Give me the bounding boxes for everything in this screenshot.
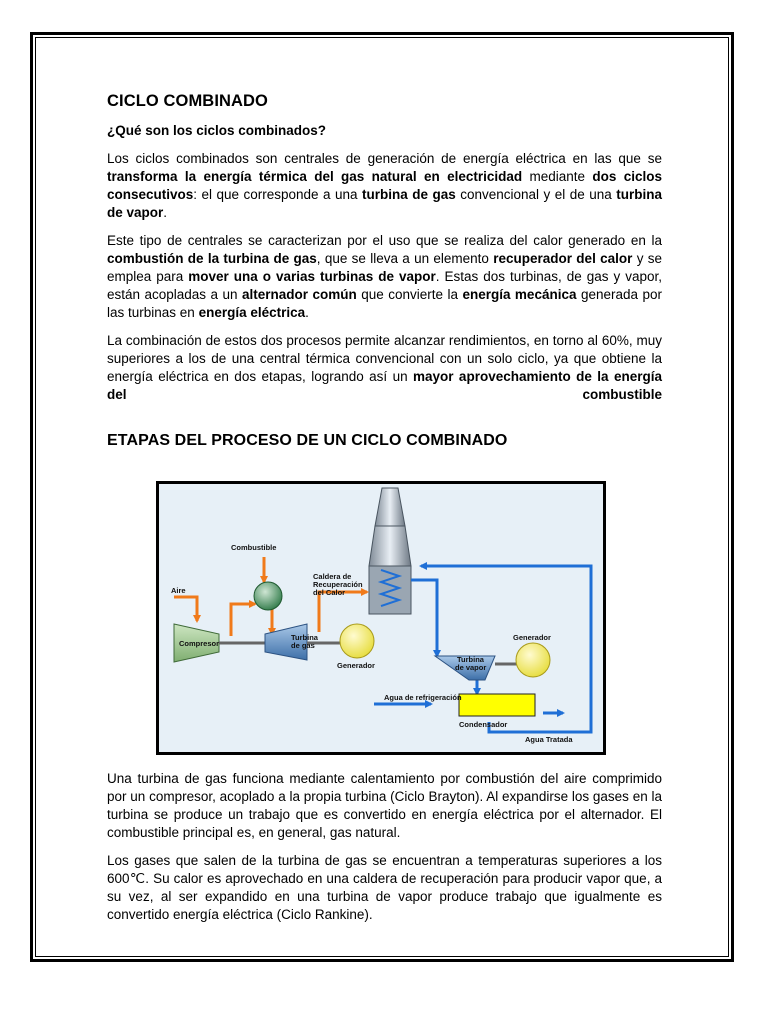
combustion-chamber [254, 582, 282, 610]
label-agua-refrigeracion: Agua de refrigeración [384, 693, 462, 702]
bold-text: recuperador del calor [493, 251, 633, 266]
steam-generator [516, 643, 550, 677]
bold-text: mayor aprovechamiento de la energía del combustible [107, 369, 662, 402]
gas-generator [340, 624, 374, 658]
bold-text: mover una o varias turbinas de vapor [188, 269, 436, 284]
bold-text: turbina de vapor [107, 187, 663, 220]
label-agua-tratada: Agua Tratada [525, 735, 573, 744]
text: generada por las turbinas en [107, 287, 662, 320]
label-caldera-1: Caldera de [313, 572, 352, 581]
paragraph-3 [107, 332, 662, 404]
label-turbina-vapor-2: de vapor [455, 663, 487, 672]
bold-text: transforma la energía térmica del gas natural en electricidad [107, 169, 523, 184]
label-compresor: Compresor [179, 639, 220, 648]
text: . [163, 205, 168, 220]
text: Los ciclos combinados son centrales de generación de energía eléctrica en las que se [107, 151, 662, 166]
bold-text: turbina de gas [362, 187, 456, 202]
paragraph-1 [107, 150, 662, 222]
text: . Estas dos turbinas, de gas y vapor, están acopladas a un [107, 269, 662, 302]
label-caldera-2: Recuperación [313, 580, 363, 589]
text: convencional y el de una [455, 187, 617, 202]
text: La combinación de estos dos procesos permite alcanzar rendimientos, en torno al 60%, muy superiores a los de una central térmica convencional con un solo ciclo, ya que obtiene la energía eléctrica en dos etapas, logrando así un [107, 333, 662, 384]
text: , que se lleva a un elemento [316, 251, 494, 266]
paragraph-2 [107, 232, 662, 322]
document-body-bottom [107, 770, 662, 934]
label-condensador: Condensador [459, 720, 508, 729]
label-combustible: Combustible [231, 543, 277, 552]
label-aire: Aire [171, 586, 186, 595]
paragraph-5: Los gases que salen de la turbina de gas se encuentran a temperaturas superiores a los 600℃. Su calor es aprovechado en una caldera de recuperación para producir vapor que, a su vez, al ser expandido en una turbina de vapor produce trabajo que igualmente es convertido energía eléctrica (Ciclo Rankine). [107, 853, 662, 922]
label-turbina-gas-2: de gas [291, 641, 315, 650]
paragraph-4: Una turbina de gas funciona mediante calentamiento por combustión del aire comprimido por un compresor, acoplado a la propia turbina (Ciclo Brayton). Al expandirse los gases en la turbina se produce un trabajo que es convertido en energía eléctrica por el alternador. El combustible principal es, en general, gas natural. [107, 771, 662, 840]
label-turbina-vapor-1: Turbina [457, 655, 484, 664]
label-generador-1: Generador [337, 661, 375, 670]
condenser [459, 694, 535, 716]
process-diagram [156, 481, 606, 755]
text: : el que corresponde a una [193, 187, 363, 202]
label-caldera-3: del Calor [313, 588, 346, 597]
text: . [305, 305, 309, 320]
text: Este tipo de centrales se caracterizan por el uso que se realiza del calor generado en la [107, 233, 662, 248]
question-heading: ¿Qué son los ciclos combinados? [107, 123, 327, 138]
section-heading: ETAPAS DEL PROCESO DE UN CICLO COMBINADO [107, 432, 508, 449]
text: mediante [522, 169, 593, 184]
text: que convierte la [356, 287, 463, 302]
document-title: CICLO COMBINADO [107, 92, 268, 110]
bold-text: alternador común [241, 287, 357, 302]
document-body [107, 92, 662, 450]
process-diagram-svg [159, 484, 603, 752]
bold-text: energía mecánica [462, 287, 577, 302]
bold-text: dos ciclos consecutivos [107, 169, 662, 202]
label-turbina-gas-1: Turbina [291, 633, 318, 642]
bold-text: combustión de la turbina de gas [107, 251, 317, 266]
label-generador-2: Generador [513, 633, 551, 642]
text: y se emplea para [107, 251, 662, 284]
bold-text: energía eléctrica [198, 305, 306, 320]
